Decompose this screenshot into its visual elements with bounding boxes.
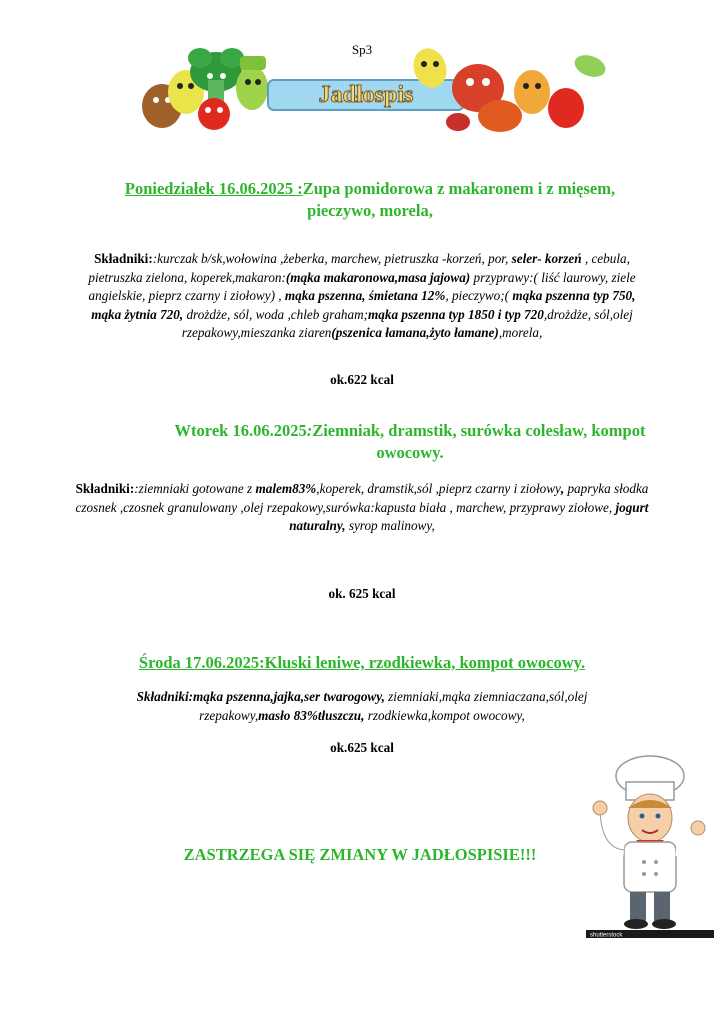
page-code: Sp3 xyxy=(351,42,373,57)
tuesday-title xyxy=(150,420,670,464)
tuesday-colon: : xyxy=(306,421,313,440)
ingredient-text: ,koperek, dramstik,sól ,pieprz czarny i ziołowy xyxy=(316,481,561,496)
allergen-text: mąka pszenna typ 1850 i typ 720 xyxy=(368,306,544,322)
allergen-text: mąka pszenna typ 750, mąka żytnia 720, xyxy=(91,288,636,322)
banner-title: Jadłospis xyxy=(318,82,414,108)
chef-watermark: shutterstock xyxy=(590,932,623,938)
ingredient-text: ,drożdże, sól,olej rzepakowy,mieszanka ziaren xyxy=(181,306,633,340)
allergen-text: (pszenica łamana,żyto łamane) xyxy=(331,325,499,340)
ingredient-text: rzodkiewka,kompot owocowy, xyxy=(364,707,525,723)
jadlospis-banner xyxy=(128,36,618,132)
allergen-text: masło 83%tłuszczu, xyxy=(258,707,365,723)
monday-dish-line2: pieczywo, morela, xyxy=(307,201,433,220)
allergen-text: mąka pszenna,jajka,ser twarogowy, xyxy=(193,689,385,704)
ingredient-text: drożdże, sól, woda ,chleb graham; xyxy=(183,306,369,322)
allergen-text: malem83% xyxy=(255,481,317,496)
monday-kcal: ok.622 kcal xyxy=(330,372,394,387)
ingredient-text: , pieczywo;( xyxy=(445,288,513,303)
monday-date: Poniedziałek 16.06.2025 : xyxy=(124,179,303,198)
tuesday-dish-line1: Ziemniak, dramstik, surówka colesław, kompot xyxy=(312,421,646,440)
monday-dish-line1: Zupa pomidorowa z makaronem i z mięsem, xyxy=(302,179,616,198)
ingredient-text: :ziemniaki gotowane z xyxy=(134,481,256,496)
allergen-text: jogurt naturalny, xyxy=(289,499,649,533)
ingredient-text: syrop malinowy, xyxy=(345,518,435,533)
wednesday-ingredients xyxy=(90,688,634,725)
allergen-text: seler- korzeń xyxy=(511,251,582,266)
monday-title xyxy=(90,178,650,222)
menu-change-notice: ZASTRZEGA SIĘ ZMIANY W JADŁOSPISIE!!! xyxy=(183,845,537,864)
tuesday-ingredients xyxy=(70,480,654,536)
wednesday-title xyxy=(60,652,664,674)
ingredient-text: :kurczak b/sk,wołowina ,żeberka, marchew, pietruszka -korzeń, por, xyxy=(152,251,512,266)
tuesday-kcal: ok. 625 kcal xyxy=(328,586,396,601)
ingredients-label: Składniki: xyxy=(75,481,135,496)
allergen-text: (mąka makaronowa,masa jajowa) xyxy=(285,269,471,285)
wednesday-dish: Kluski leniwe, rzodkiewka, kompot owocowy. xyxy=(264,653,586,672)
ingredient-text: ,morela, xyxy=(498,325,543,340)
vegetables-left-illustration xyxy=(142,48,268,130)
wednesday-date: Środa 17.06.2025: xyxy=(138,653,265,672)
wednesday-kcal: ok.625 kcal xyxy=(330,740,394,755)
allergen-text: mąka pszenna, śmietana 12% xyxy=(284,288,446,303)
tuesday-dish-line2: owocowy. xyxy=(376,443,444,462)
monday-ingredients xyxy=(72,250,652,343)
chef-illustration xyxy=(586,752,714,938)
ingredients-label: Składniki: xyxy=(136,689,194,704)
allergen-text: , xyxy=(560,481,565,496)
tuesday-date: Wtorek 16.06.2025 xyxy=(174,421,307,440)
ingredients-label: Składniki: xyxy=(94,251,153,266)
ingredient-text: , cebula, pietruszka zielona, koperek,makaron: xyxy=(88,251,630,285)
ingredient-text: ziemniaki,mąka ziemniaczana,sól,olej rzepakowy, xyxy=(199,689,588,723)
ingredient-text: przyprawy:( liść laurowy, ziele angielskie, pieprz czarny i ziołowy) , xyxy=(88,269,636,303)
ingredient-text: papryka słodka czosnek ,czosnek granulowany ,olej rzepakowy,surówka:kapusta biała , marchew, przyprawy ziołowe, xyxy=(75,481,649,515)
